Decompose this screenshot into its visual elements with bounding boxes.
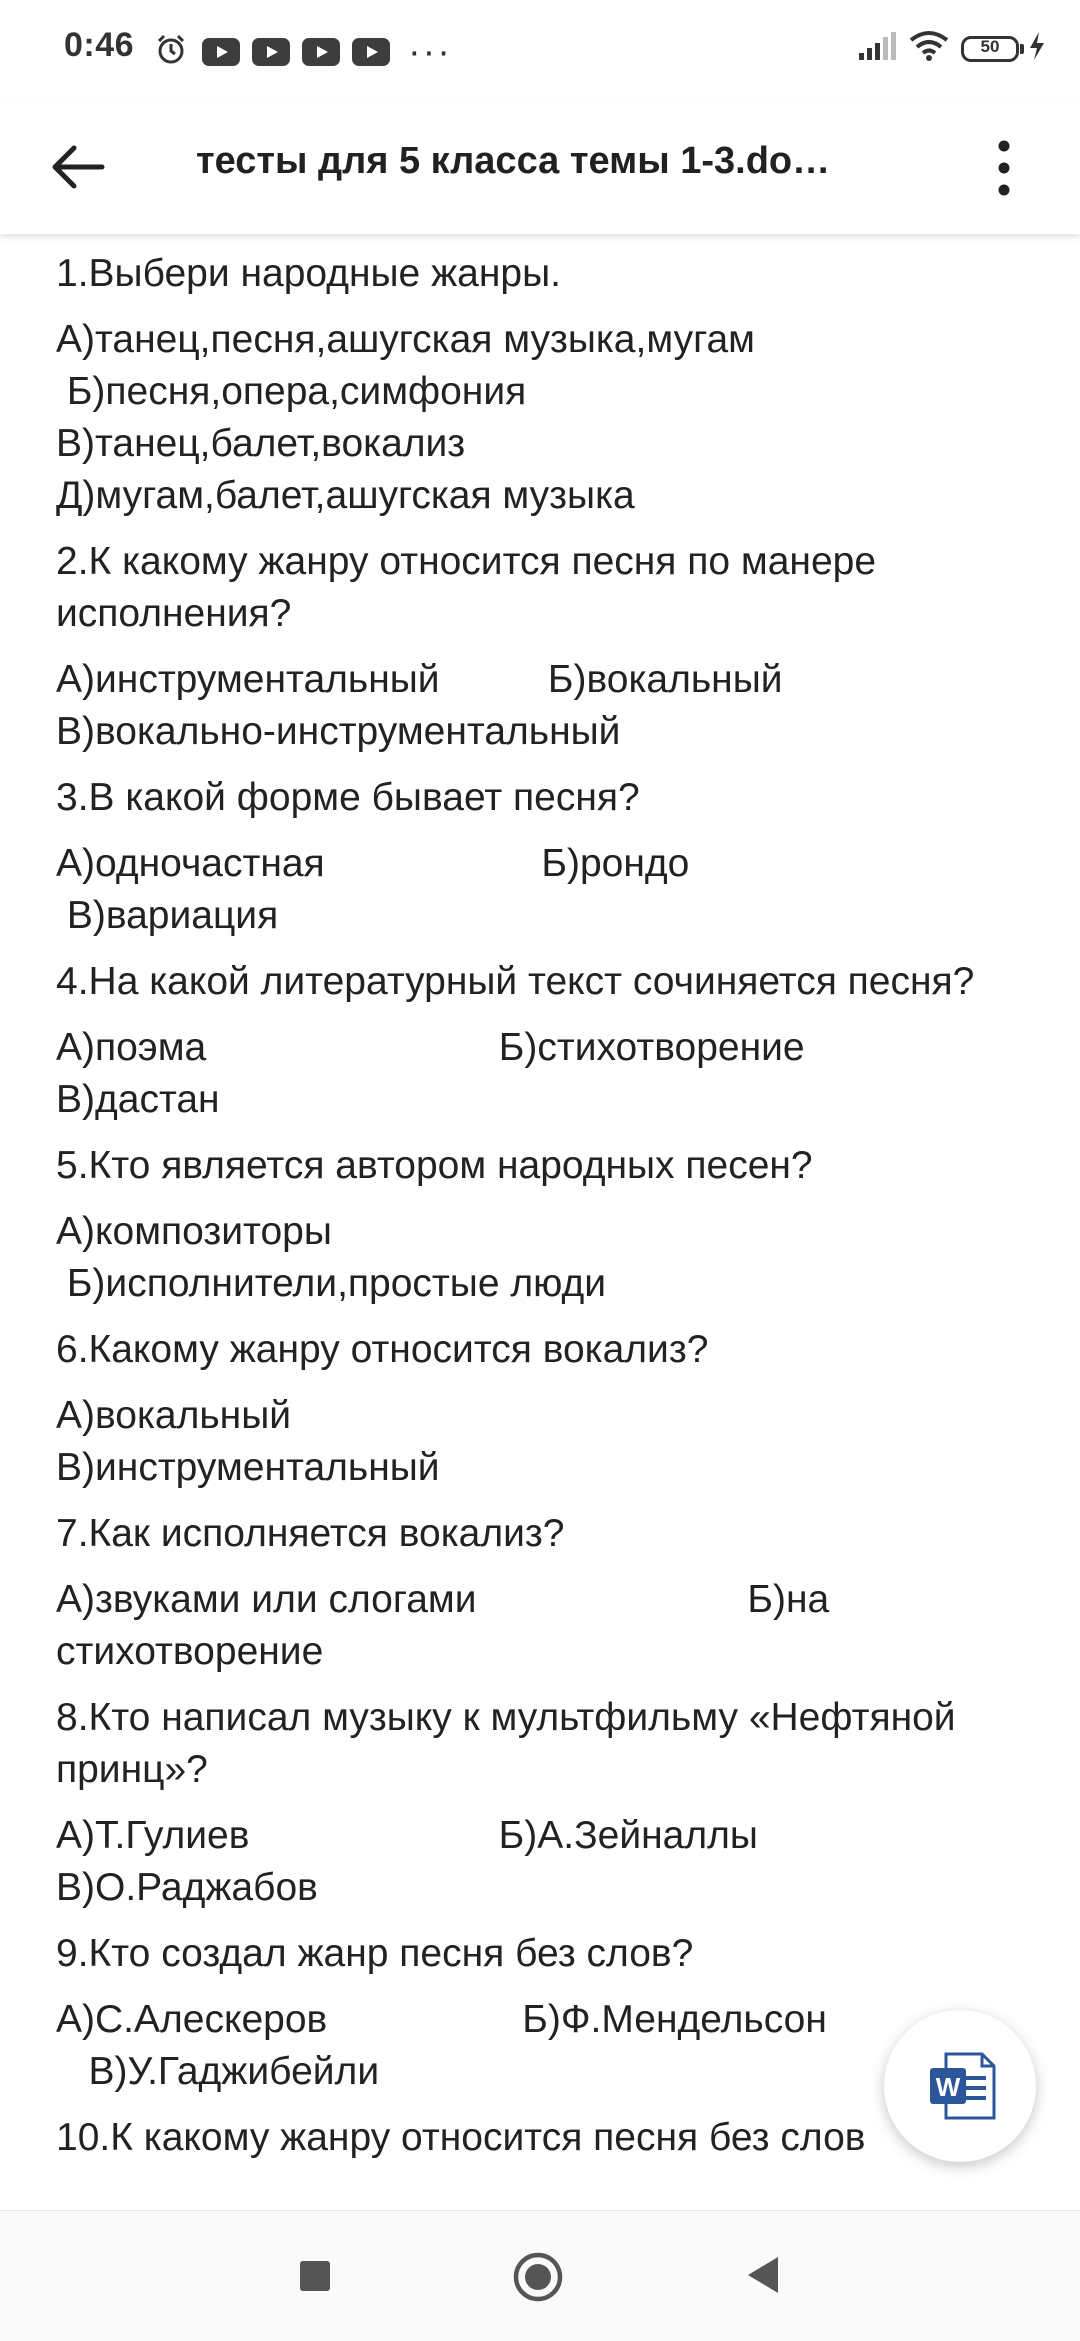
status-bar: [0, 0, 1080, 100]
battery-icon: [961, 36, 1024, 62]
answer-options: [56, 1022, 1056, 1126]
open-in-word-button[interactable]: [884, 2010, 1036, 2162]
youtube-icon: [352, 38, 390, 66]
question-block: [56, 1324, 1056, 1494]
app-bar: [0, 100, 1080, 234]
recents-button[interactable]: [298, 2259, 332, 2298]
answer-option: А)поэма Б)стихотворение: [56, 1026, 805, 1069]
answer-option: В)инструментальный: [56, 1446, 440, 1489]
answer-options: [56, 1810, 1056, 1914]
word-letter: W: [935, 2072, 961, 2102]
answer-option: А)С.Алескеров Б)Ф.Мендельсон: [56, 1998, 827, 2041]
answer-option: В)У.Гаджибейли: [56, 2050, 380, 2093]
home-button[interactable]: [512, 2251, 564, 2308]
battery-level: 50: [980, 36, 1000, 56]
question-text: 6.Какому жанру относится вокализ?: [56, 1328, 709, 1371]
more-vert-icon: [976, 130, 1032, 206]
answer-options: [56, 1206, 1056, 1310]
answer-option: А)танец,песня,ашугская музыка,мугам: [56, 318, 755, 361]
document-title: тесты для 5 класса темы 1-3.do…: [196, 140, 831, 182]
answer-option: Б)исполнители,простые люди: [56, 1262, 607, 1305]
answer-options: [56, 654, 1056, 758]
alarm-icon: [154, 32, 188, 71]
answer-option: В)танец,балет,вокализ: [56, 422, 466, 465]
wifi-icon: [909, 30, 949, 67]
answer-options: [56, 314, 1056, 522]
signal-icon: [857, 31, 899, 66]
question-text: 8.Кто написал музыку к мультфильму «Нефтяной принц»?: [56, 1696, 956, 1791]
answer-option: стихотворение: [56, 1630, 324, 1673]
answer-option: А)Т.Гулиев Б)А.Зейналлы: [56, 1814, 758, 1857]
youtube-icon: [302, 38, 340, 66]
question-list: [56, 248, 1056, 2178]
more-options-button[interactable]: [976, 130, 1032, 206]
system-nav-bar: [0, 2210, 1080, 2341]
question-text: 7.Как исполняется вокализ?: [56, 1512, 565, 1555]
question-block: [56, 1508, 1056, 1678]
document-viewer[interactable]: [0, 234, 1080, 2210]
back-button[interactable]: [44, 132, 114, 202]
answer-option: Б)песня,опера,симфония: [56, 370, 527, 413]
question-text: 3.В какой форме бывает песня?: [56, 776, 640, 819]
question-text: 4.На какой литературный текст сочиняется песня?: [56, 960, 975, 1003]
answer-option: Д)мугам,балет,ашугская музыка: [56, 474, 635, 517]
system-icons: [857, 30, 1046, 67]
question-block: [56, 1692, 1056, 1914]
notification-icons: [154, 32, 452, 71]
answer-options: [56, 838, 1056, 942]
answer-option: В)дастан: [56, 1078, 220, 1121]
back-triangle-icon: [742, 2253, 782, 2297]
answer-options: [56, 1574, 1056, 1678]
question-block: [56, 1140, 1056, 1310]
answer-option: А)вокальный: [56, 1394, 292, 1437]
question-text: 10.К какому жанру относится песня без слов: [56, 2116, 866, 2159]
question-block: [56, 536, 1056, 758]
youtube-icon: [252, 38, 290, 66]
home-circle-icon: [512, 2251, 564, 2303]
question-text: 2.К какому жанру относится песня по манере исполнения?: [56, 540, 877, 635]
more-notifications-icon: ···: [408, 30, 452, 73]
question-block: [56, 772, 1056, 942]
answer-option: А)композиторы: [56, 1210, 332, 1253]
status-time: 0:46: [64, 26, 135, 64]
word-document-icon: [884, 2010, 1036, 2162]
answer-option: А)звуками или слогами Б)на: [56, 1578, 830, 1621]
nav-back-button[interactable]: [742, 2253, 782, 2302]
youtube-icon: [202, 38, 240, 66]
question-text: 1.Выбери народные жанры.: [56, 252, 561, 295]
answer-options: [56, 1390, 1056, 1494]
question-block: [56, 956, 1056, 1126]
answer-option: А)инструментальный Б)вокальный: [56, 658, 783, 701]
recents-square-icon: [298, 2259, 332, 2293]
answer-option: В)вокально-инструментальный: [56, 710, 621, 753]
answer-option: В)О.Раджабов: [56, 1866, 318, 1909]
charging-icon: [1028, 31, 1046, 66]
question-text: 5.Кто является автором народных песен?: [56, 1144, 813, 1187]
question-text: 9.Кто создал жанр песня без слов?: [56, 1932, 694, 1975]
answer-option: А)одночастная Б)рондо: [56, 842, 690, 885]
question-block: [56, 248, 1056, 522]
arrow-back-icon: [44, 132, 114, 202]
answer-option: В)вариация: [56, 894, 279, 937]
